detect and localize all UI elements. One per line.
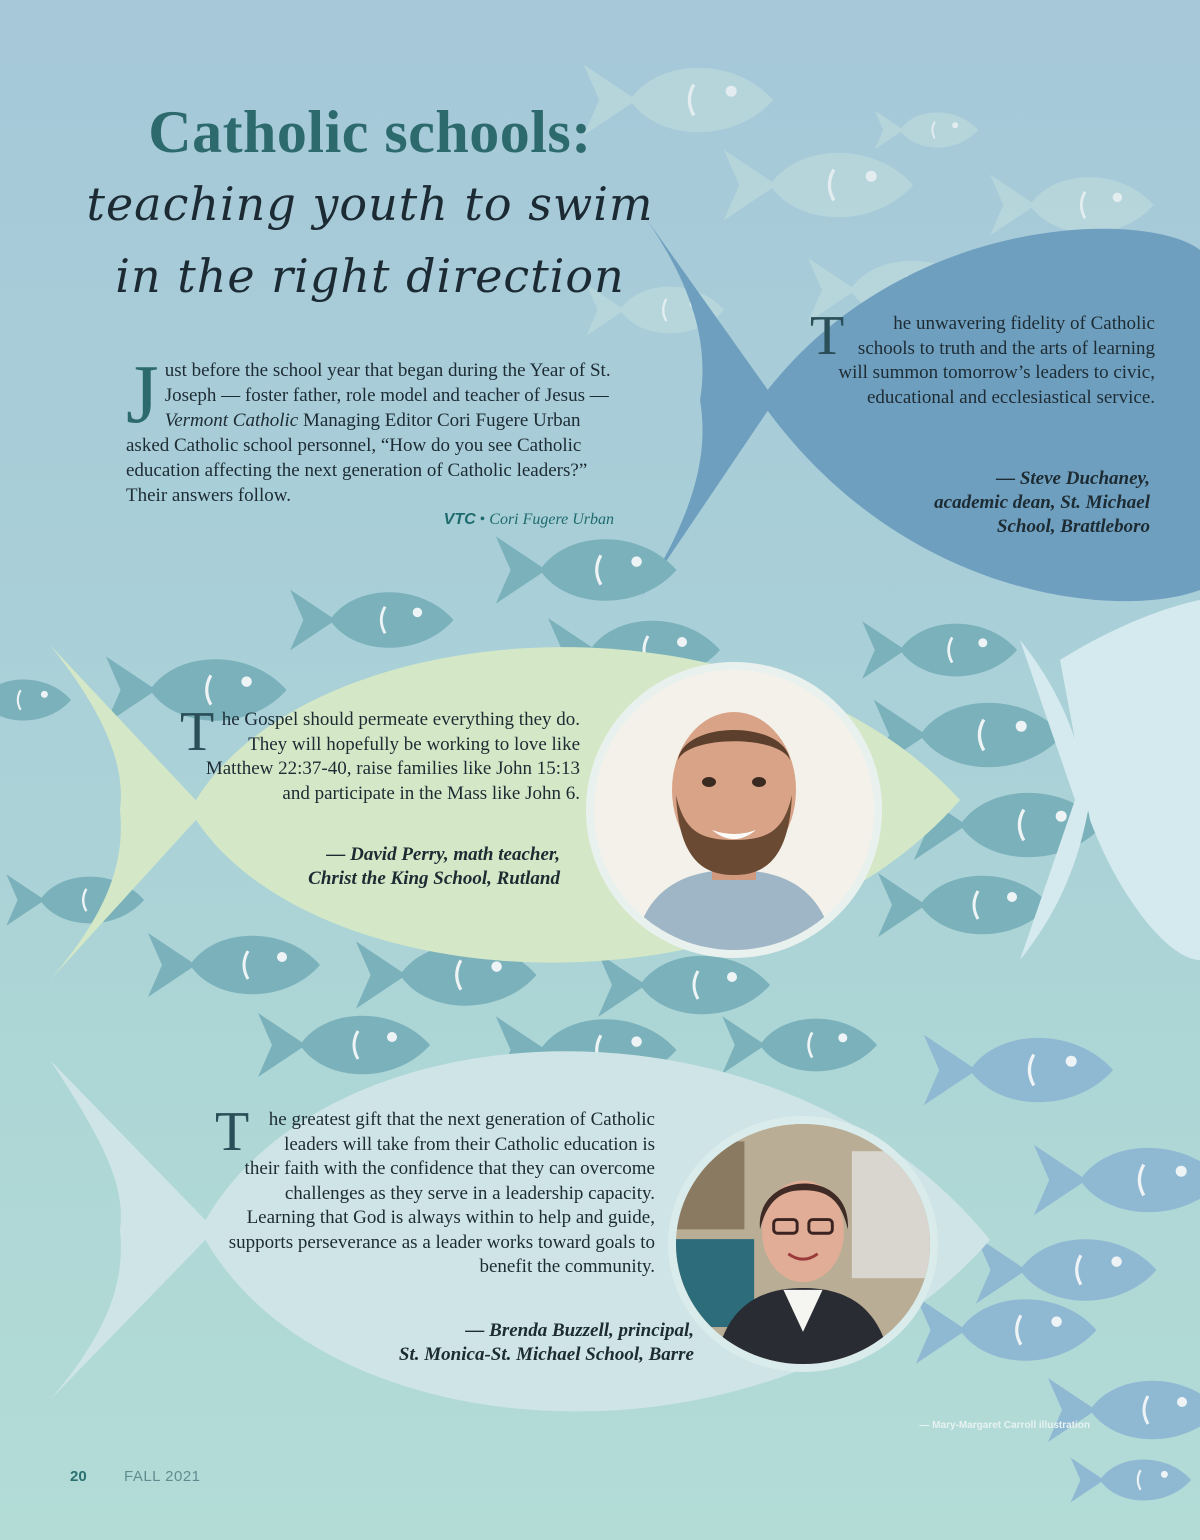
subtitle-line-1: teaching youth to swim — [86, 177, 654, 231]
quote-brenda-buzzell — [215, 1101, 655, 1280]
issue-label: FALL 2021 — [124, 1468, 201, 1485]
byline-separator: • — [475, 511, 490, 528]
attribution-line: — Brenda Buzzell, principal, — [465, 1320, 694, 1341]
brenda-buzzell-photo — [668, 1116, 938, 1372]
page-title: Catholic schools: — [148, 99, 592, 165]
attribution-david-perry — [260, 843, 560, 891]
quote-text: he unwavering fidelity of Catholic schools to truth and the arts of learning will summon tomorrow’s leaders to civic, educational and ecclesiastical service. — [838, 313, 1155, 408]
portrait-woman-icon — [676, 1124, 930, 1364]
byline-author: Cori Fugere Urban — [489, 511, 614, 528]
page-subtitle — [50, 168, 690, 312]
quote-david-perry — [180, 701, 580, 806]
subtitle-line-2: in the right direction — [115, 249, 625, 303]
quote-text: he Gospel should permeate everything they do. They will hopefully be working to love like Matthew 22:37-40, raise families like John 15:13 and participate in the Mass like John 6. — [205, 709, 580, 804]
illustration-credit: — Mary-Margaret Carroll illustration — [919, 1420, 1090, 1431]
intro-paragraph — [126, 348, 614, 508]
intro-text-rest: Managing Editor Cori Fugere Urban asked Catholic school personnel, “How do you see Catholic education affecting the next generation of Catholic leaders?” Their answers follow. — [126, 410, 588, 506]
quote-dropcap: T — [810, 305, 845, 367]
quote-dropcap: T — [215, 1101, 250, 1163]
quote-steve-duchaney — [810, 305, 1155, 410]
page-number: 20 — [70, 1468, 87, 1485]
attribution-line: — Steve Duchaney, — [996, 468, 1150, 489]
attribution-line: St. Monica-St. Michael School, Barre — [398, 1344, 694, 1365]
intro-text-lead: ust before the school year that began during the Year of St. Joseph — foster father, role model and teacher of Jesus — — [164, 360, 611, 406]
attribution-steve-duchaney — [880, 467, 1150, 539]
attribution-line: Christ the King School, Rutland — [308, 868, 560, 889]
intro-dropcap: J — [126, 348, 159, 441]
byline-org: VTC — [443, 511, 476, 528]
byline — [330, 511, 614, 529]
quote-text: he greatest gift that the next generation of Catholic leaders will take from their Catholic education is their faith with the confidence that they can overcome challenges as they serve in a leadership capacity. Learning that God is always within to help and guide, supports perseverance as a leader works toward goals to benefit the community. — [228, 1109, 655, 1277]
attribution-line: — David Perry, math teacher, — [326, 844, 560, 865]
attribution-line: School, Brattleboro — [996, 516, 1150, 537]
david-perry-photo — [586, 662, 882, 958]
attribution-line: academic dean, St. Michael — [934, 492, 1150, 513]
attribution-brenda-buzzell — [330, 1319, 694, 1367]
publication-name: Vermont Catholic — [164, 410, 299, 431]
quote-dropcap: T — [180, 701, 215, 763]
portrait-man-icon — [594, 670, 874, 950]
